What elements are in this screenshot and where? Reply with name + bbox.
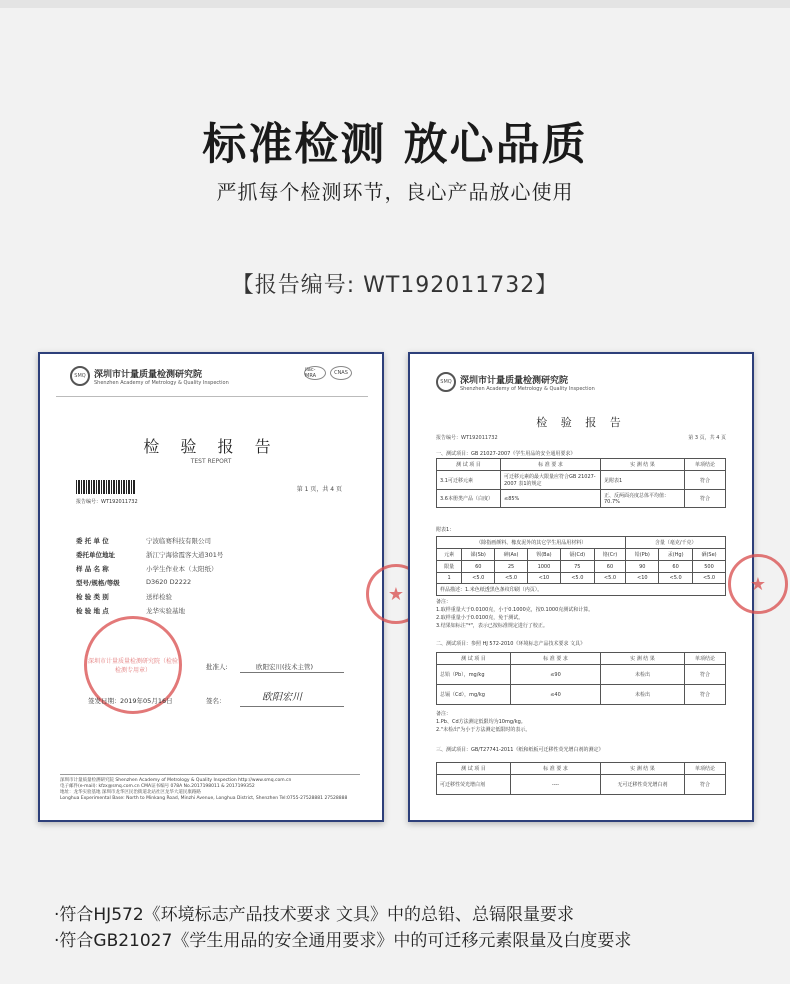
- note-line: 2.取样重量小于0.0100克，免于测试。: [436, 615, 524, 621]
- table-header: 单项结论: [685, 653, 726, 665]
- signature-line: [240, 706, 344, 707]
- field-value: D3620 D2222: [146, 578, 192, 586]
- signature-label: 签名：: [206, 697, 226, 705]
- table-cell: ≤40: [511, 685, 601, 705]
- table-cell: <5.0: [561, 573, 595, 584]
- institute-name-zh: 深圳市计量质量检测研究院: [460, 375, 569, 386]
- table-cell: 60: [659, 561, 693, 573]
- annex-title: （除指画颜料、橡皮泥外的其它学生用品用材料）: [437, 537, 626, 549]
- table-cell: 3.6本册类产品（白度）: [437, 490, 501, 508]
- institute-name-en: Shenzhen Academy of Metrology & Quality Inspection: [460, 385, 595, 392]
- table-cell: 总铅（Pb），mg/kg: [437, 665, 511, 685]
- table-cell: 正、反两面亮度总体平均值：70.7%: [601, 490, 685, 508]
- institute-header: [436, 372, 595, 392]
- stamp-star-icon: ★: [387, 583, 405, 605]
- header-divider: [56, 396, 368, 397]
- table-cell: <5.0: [495, 573, 528, 584]
- table-cell: 见附表1: [601, 471, 685, 490]
- section-1-title: 一、测试项目：GB 21027-2007《学生用品的安全通用要求》: [436, 451, 576, 457]
- table-cell: 总镉（Cd），mg/kg: [437, 685, 511, 705]
- institute-name-en: Shenzhen Academy of Metrology & Quality Inspection: [94, 379, 229, 386]
- results-table-3: [436, 762, 726, 795]
- page-title: 标准检测 放心品质: [202, 119, 588, 170]
- annex-result-row: [437, 573, 726, 584]
- table-row: [437, 490, 726, 508]
- section-3-title: 三、测试项目：GB/T27741-2011《纸和纸板可迁移性荧光增白剂的测定》: [436, 747, 604, 753]
- field-label: 委 托 单 位: [76, 537, 109, 545]
- table-cell: <10: [527, 573, 560, 584]
- table-cell: <5.0: [462, 573, 495, 584]
- table-cell: 可迁移性荧光增白剂: [437, 775, 511, 795]
- field-value: 龙华实验基地: [146, 607, 185, 615]
- table-header: 标 准 要 求: [511, 763, 601, 775]
- bullet-hj572: ·符合HJ572《环境标志产品技术要求 文具》中的总铅、总镉限量要求: [54, 905, 575, 925]
- table-header: 钡(Ba): [527, 549, 560, 561]
- table-cell: 符合: [685, 471, 726, 490]
- table-cell: 1: [437, 573, 462, 584]
- field-model: [76, 578, 191, 587]
- section-2-title: 二、测试项目：参照 HJ 572-2010《环境标志产品技术要求 文具》: [436, 641, 586, 647]
- table-cell: 可迁移元素的最大限量应符合GB 21027-2007 表1的规定: [501, 471, 601, 490]
- table-row: [437, 471, 726, 490]
- table-header: 汞(Hg): [659, 549, 693, 561]
- note-line: 1.取样重量大于0.0100克，小于0.1000克，按0.1000克测试和计算。: [436, 607, 594, 613]
- report-number: 【报告编号: WT192011732】: [231, 273, 559, 298]
- notes-2: [436, 710, 530, 734]
- table-cell: ≤85%: [501, 490, 601, 508]
- annex-note-row: [437, 584, 726, 596]
- field-label: 委托单位地址: [76, 551, 115, 559]
- footer-line-4: Longhua Experimental Base: North to Minkang Road, Minzhi Avenue, Longhua District, Shenzhen Tel:0755-27528881 27528888: [60, 796, 348, 801]
- table-cell: 60: [594, 561, 626, 573]
- footer-contact: [60, 778, 370, 802]
- page-subtitle: 严抓每个检测环节，良心产品放心使用: [216, 180, 574, 204]
- page-indicator: 第 1 页，共 4 页: [296, 486, 342, 493]
- table-cell: 1000: [527, 561, 560, 573]
- issue-date: 2019年05月16日: [120, 697, 173, 705]
- field-value: 宁波临赛科技有限公司: [146, 537, 211, 545]
- field-value: 浙江宁海徐霞客大道301号: [146, 551, 224, 559]
- cnas-logo-icon: CNAS: [330, 366, 352, 380]
- results-table-2: [436, 652, 726, 705]
- top-divider: [0, 0, 790, 8]
- footer-line-2: 电子邮件(e-mail): kfzx@smq.com.cn CMA证书编号 078A No.2017198011 & 2017199352: [60, 784, 255, 789]
- table-cell: 符合: [685, 490, 726, 508]
- smq-logo-icon: SMQ: [436, 372, 456, 392]
- table-header: 实 测 结 果: [601, 459, 685, 471]
- table-cell: 无可迁移性荧光增白剂: [601, 775, 685, 795]
- table-header: 单项结论: [685, 763, 726, 775]
- edge-stamp: [728, 554, 788, 614]
- table-cell: 90: [626, 561, 659, 573]
- table-header: 砷(As): [495, 549, 528, 561]
- results-report-no: 报告编号：WT192011732: [436, 435, 498, 441]
- report-results-page: [408, 352, 767, 822]
- table-row: [437, 665, 726, 685]
- signature: 欧阳宏川: [262, 692, 302, 703]
- field-label: 样 品 名 称: [76, 565, 109, 573]
- certification-logos: [304, 366, 352, 380]
- approver-name: 欧阳宏川(技术主管): [256, 663, 314, 671]
- table-header-row: [437, 763, 726, 775]
- footer-line-1: 深圳市计量质量检测研究院 Shenzhen Academy of Metrology & Quality Inspection http://www.smq.com.cn: [60, 778, 292, 783]
- note-line: 2."未检出"为小于方法测定低限时的表示。: [436, 727, 531, 733]
- results-title: 检 验 报 告: [536, 416, 626, 429]
- table-cell: 60: [462, 561, 495, 573]
- footer-divider: [60, 774, 360, 775]
- field-test-location: [76, 606, 185, 615]
- table-header: 标 准 要 求: [511, 653, 601, 665]
- smq-logo-icon: SMQ: [70, 366, 90, 386]
- barcode-number: 报告编号：WT192011732: [76, 499, 138, 505]
- ilac-logo-icon: ilac-MRA: [304, 366, 326, 380]
- table-header: 元素: [437, 549, 462, 561]
- table-header: 镉(Cd): [561, 549, 595, 561]
- table-header: 铬(Cr): [594, 549, 626, 561]
- field-label: 检 验 类 别: [76, 593, 109, 601]
- report-cover-page: [38, 352, 405, 822]
- annex-title-row: [437, 537, 726, 549]
- table-cell: ≤90: [511, 665, 601, 685]
- approver-line: [240, 672, 344, 673]
- report-title: 检 验 报 告: [143, 437, 279, 456]
- table-header: 硒(Se): [693, 549, 726, 561]
- annex-label: 附表1：: [436, 527, 455, 533]
- field-value: 小学生作业本（太阳纸）: [146, 565, 218, 573]
- table-cell: 500: [693, 561, 726, 573]
- table-header: 铅(Pb): [626, 549, 659, 561]
- note-line: 3.结果如标注"*"，表示已按标准规定进行了校正。: [436, 623, 548, 629]
- annex-note: 样品描述：1.米色纸透黑色条纹印刷（内页）。: [437, 584, 726, 596]
- annex-limit-row: [437, 561, 726, 573]
- field-test-type: [76, 592, 172, 601]
- stamp-text: 深圳市计量质量检测研究院（检验检测专用章）: [87, 658, 178, 674]
- note-line: 1.Pb、Cd方法测定低限均为10mg/kg。: [436, 719, 526, 725]
- table-row: [437, 685, 726, 705]
- notes-1: [436, 598, 593, 630]
- annex-unit: 含量（毫克/千克）: [626, 537, 726, 549]
- field-label: 检 验 地 点: [76, 607, 109, 615]
- table-header-row: [437, 653, 726, 665]
- table-cell: <5.0: [693, 573, 726, 584]
- compliance-bullets: [54, 902, 631, 954]
- table-row: [437, 775, 726, 795]
- table-header: 单项结论: [685, 459, 726, 471]
- table-cell: <5.0: [594, 573, 626, 584]
- table-cell: 未检出: [601, 685, 685, 705]
- report-title-en: TEST REPORT: [190, 458, 232, 465]
- results-table-1: [436, 458, 726, 508]
- field-label: 型号/规格/等级: [76, 579, 120, 587]
- table-cell: 符合: [685, 775, 726, 795]
- annex-table: [436, 536, 726, 596]
- bullet-gb21027: ·符合GB21027《学生用品的安全通用要求》中的可迁移元素限量及白度要求: [54, 931, 632, 951]
- table-cell: <10: [626, 573, 659, 584]
- field-client-address: [76, 550, 223, 559]
- field-value: 送样检验: [146, 593, 172, 601]
- table-cell: <5.0: [659, 573, 693, 584]
- table-cell: 75: [561, 561, 595, 573]
- institute-name-zh: 深圳市计量质量检测研究院: [94, 369, 203, 380]
- approver-label: 批准人:: [206, 663, 228, 671]
- table-cell: ----: [511, 775, 601, 795]
- table-header: 标 准 要 求: [501, 459, 601, 471]
- footer-line-3: 地址：龙华实验基地 深圳市龙华区民治街道北站社区龙华大道民康路路: [60, 790, 201, 795]
- issue-date-label: 签发日期：: [88, 697, 121, 705]
- table-header: 测 试 项 目: [437, 763, 511, 775]
- table-cell: 3.1可迁移元素: [437, 471, 501, 490]
- table-cell: 25: [495, 561, 528, 573]
- table-cell: 未检出: [601, 665, 685, 685]
- stamp-star-icon: ★: [749, 573, 767, 595]
- note-line: 备注：: [436, 599, 452, 605]
- barcode-icon: [76, 480, 136, 494]
- table-cell: 限量: [437, 561, 462, 573]
- table-header: 测 试 项 目: [437, 653, 511, 665]
- table-header: 测 试 项 目: [437, 459, 501, 471]
- results-page: 第 3 页，共 4 页: [688, 435, 726, 441]
- field-sample-name: [76, 564, 218, 573]
- field-client: [76, 536, 211, 545]
- table-header: 实 测 结 果: [601, 763, 685, 775]
- note-line: 备注：: [436, 711, 452, 717]
- table-header: 锑(Sb): [462, 549, 495, 561]
- annex-header-row: [437, 549, 726, 561]
- table-cell: 符合: [685, 665, 726, 685]
- table-cell: 符合: [685, 685, 726, 705]
- table-header-row: [437, 459, 726, 471]
- table-header: 实 测 结 果: [601, 653, 685, 665]
- institute-header: [70, 366, 229, 386]
